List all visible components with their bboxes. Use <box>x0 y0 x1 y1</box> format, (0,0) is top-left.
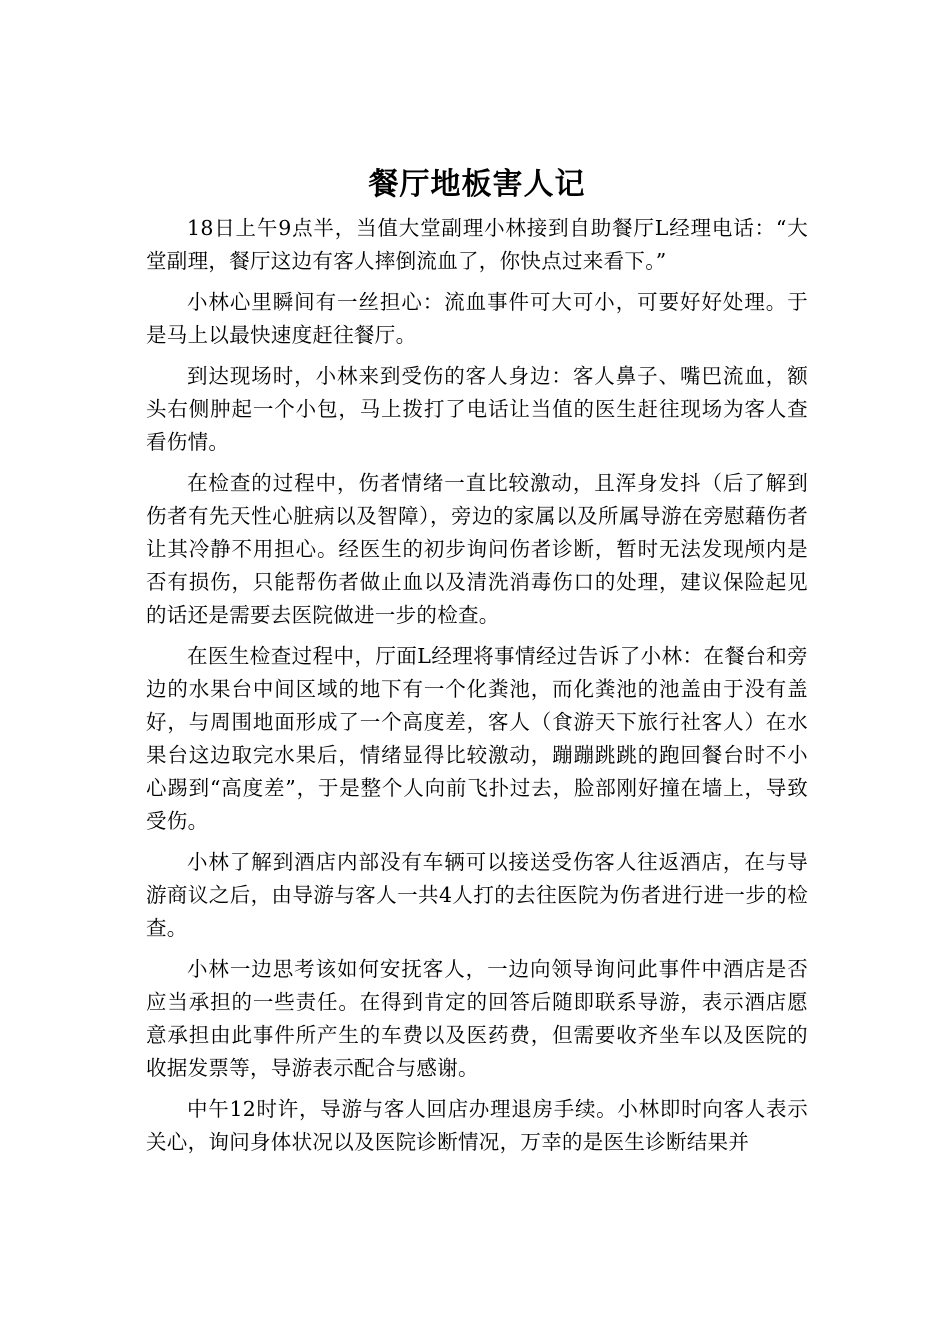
paragraph-7: 小林一边思考该如何安抚客人，一边向领导询问此事件中酒店是否应当承担的一些责任。在得到肯定的回答后随即联系导游，表示酒店愿意承担由此事件所产生的车费以及医药费，但需要收齐坐车以及医院的收据发票等，导游表示配合与感谢。 <box>146 957 808 1080</box>
paragraph-3: 到达现场时，小林来到受伤的客人身边：客人鼻子、嘴巴流血，额头右侧肿起一个小包，马上拨打了电话让当值的医生赶往现场为客人查看伤情。 <box>146 364 808 454</box>
paragraph-4: 在检查的过程中，伤者情绪一直比较激动，且浑身发抖（后了解到伤者有先天性心脏病以及智障），旁边的家属以及所属导游在旁慰藉伤者让其冷静不用担心。经医生的初步询问伤者诊断，暂时无法发现颅内是否有损伤，只能帮伤者做止血以及清洗消毒伤口的处理，建议保险起见的话还是需要去医院做进一步的检查。 <box>146 471 808 627</box>
paragraph-5: 在医生检查过程中，厅面L经理将事情经过告诉了小林：在餐台和旁边的水果台中间区域的地下有一个化粪池，而化粪池的池盖由于没有盖好，与周围地面形成了一个高度差，客人（食游天下旅行社客人）在水果台这边取完水果后，情绪显得比较激动，蹦蹦跳跳的跑回餐台时不小心踢到“高度差”，于是整个人向前飞扑过去，脸部刚好撞在墙上，导致受伤。 <box>146 644 808 833</box>
paragraph-1: 18日上午9点半，当值大堂副理小林接到自助餐厅L经理电话：“大堂副理，餐厅这边有客人摔倒流血了，你快点过来看下。” <box>146 216 808 273</box>
document-title: 餐厅地板害人记 <box>368 167 586 202</box>
paragraph-2: 小林心里瞬间有一丝担心：流血事件可大可小，可要好好处理。于是马上以最快速度赶往餐厅。 <box>146 290 808 347</box>
paragraph-8: 中午12时许，导游与客人回店办理退房手续。小林即时向客人表示关心，询问身体状况以及医院诊断情况，万幸的是医生诊断结果并 <box>146 1097 808 1154</box>
document-page <box>146 160 808 1167</box>
paragraph-6: 小林了解到酒店内部没有车辆可以接送受伤客人往返酒店，在与导游商议之后，由导游与客人一共4人打的去往医院为伤者进行进一步的检查。 <box>146 850 808 940</box>
